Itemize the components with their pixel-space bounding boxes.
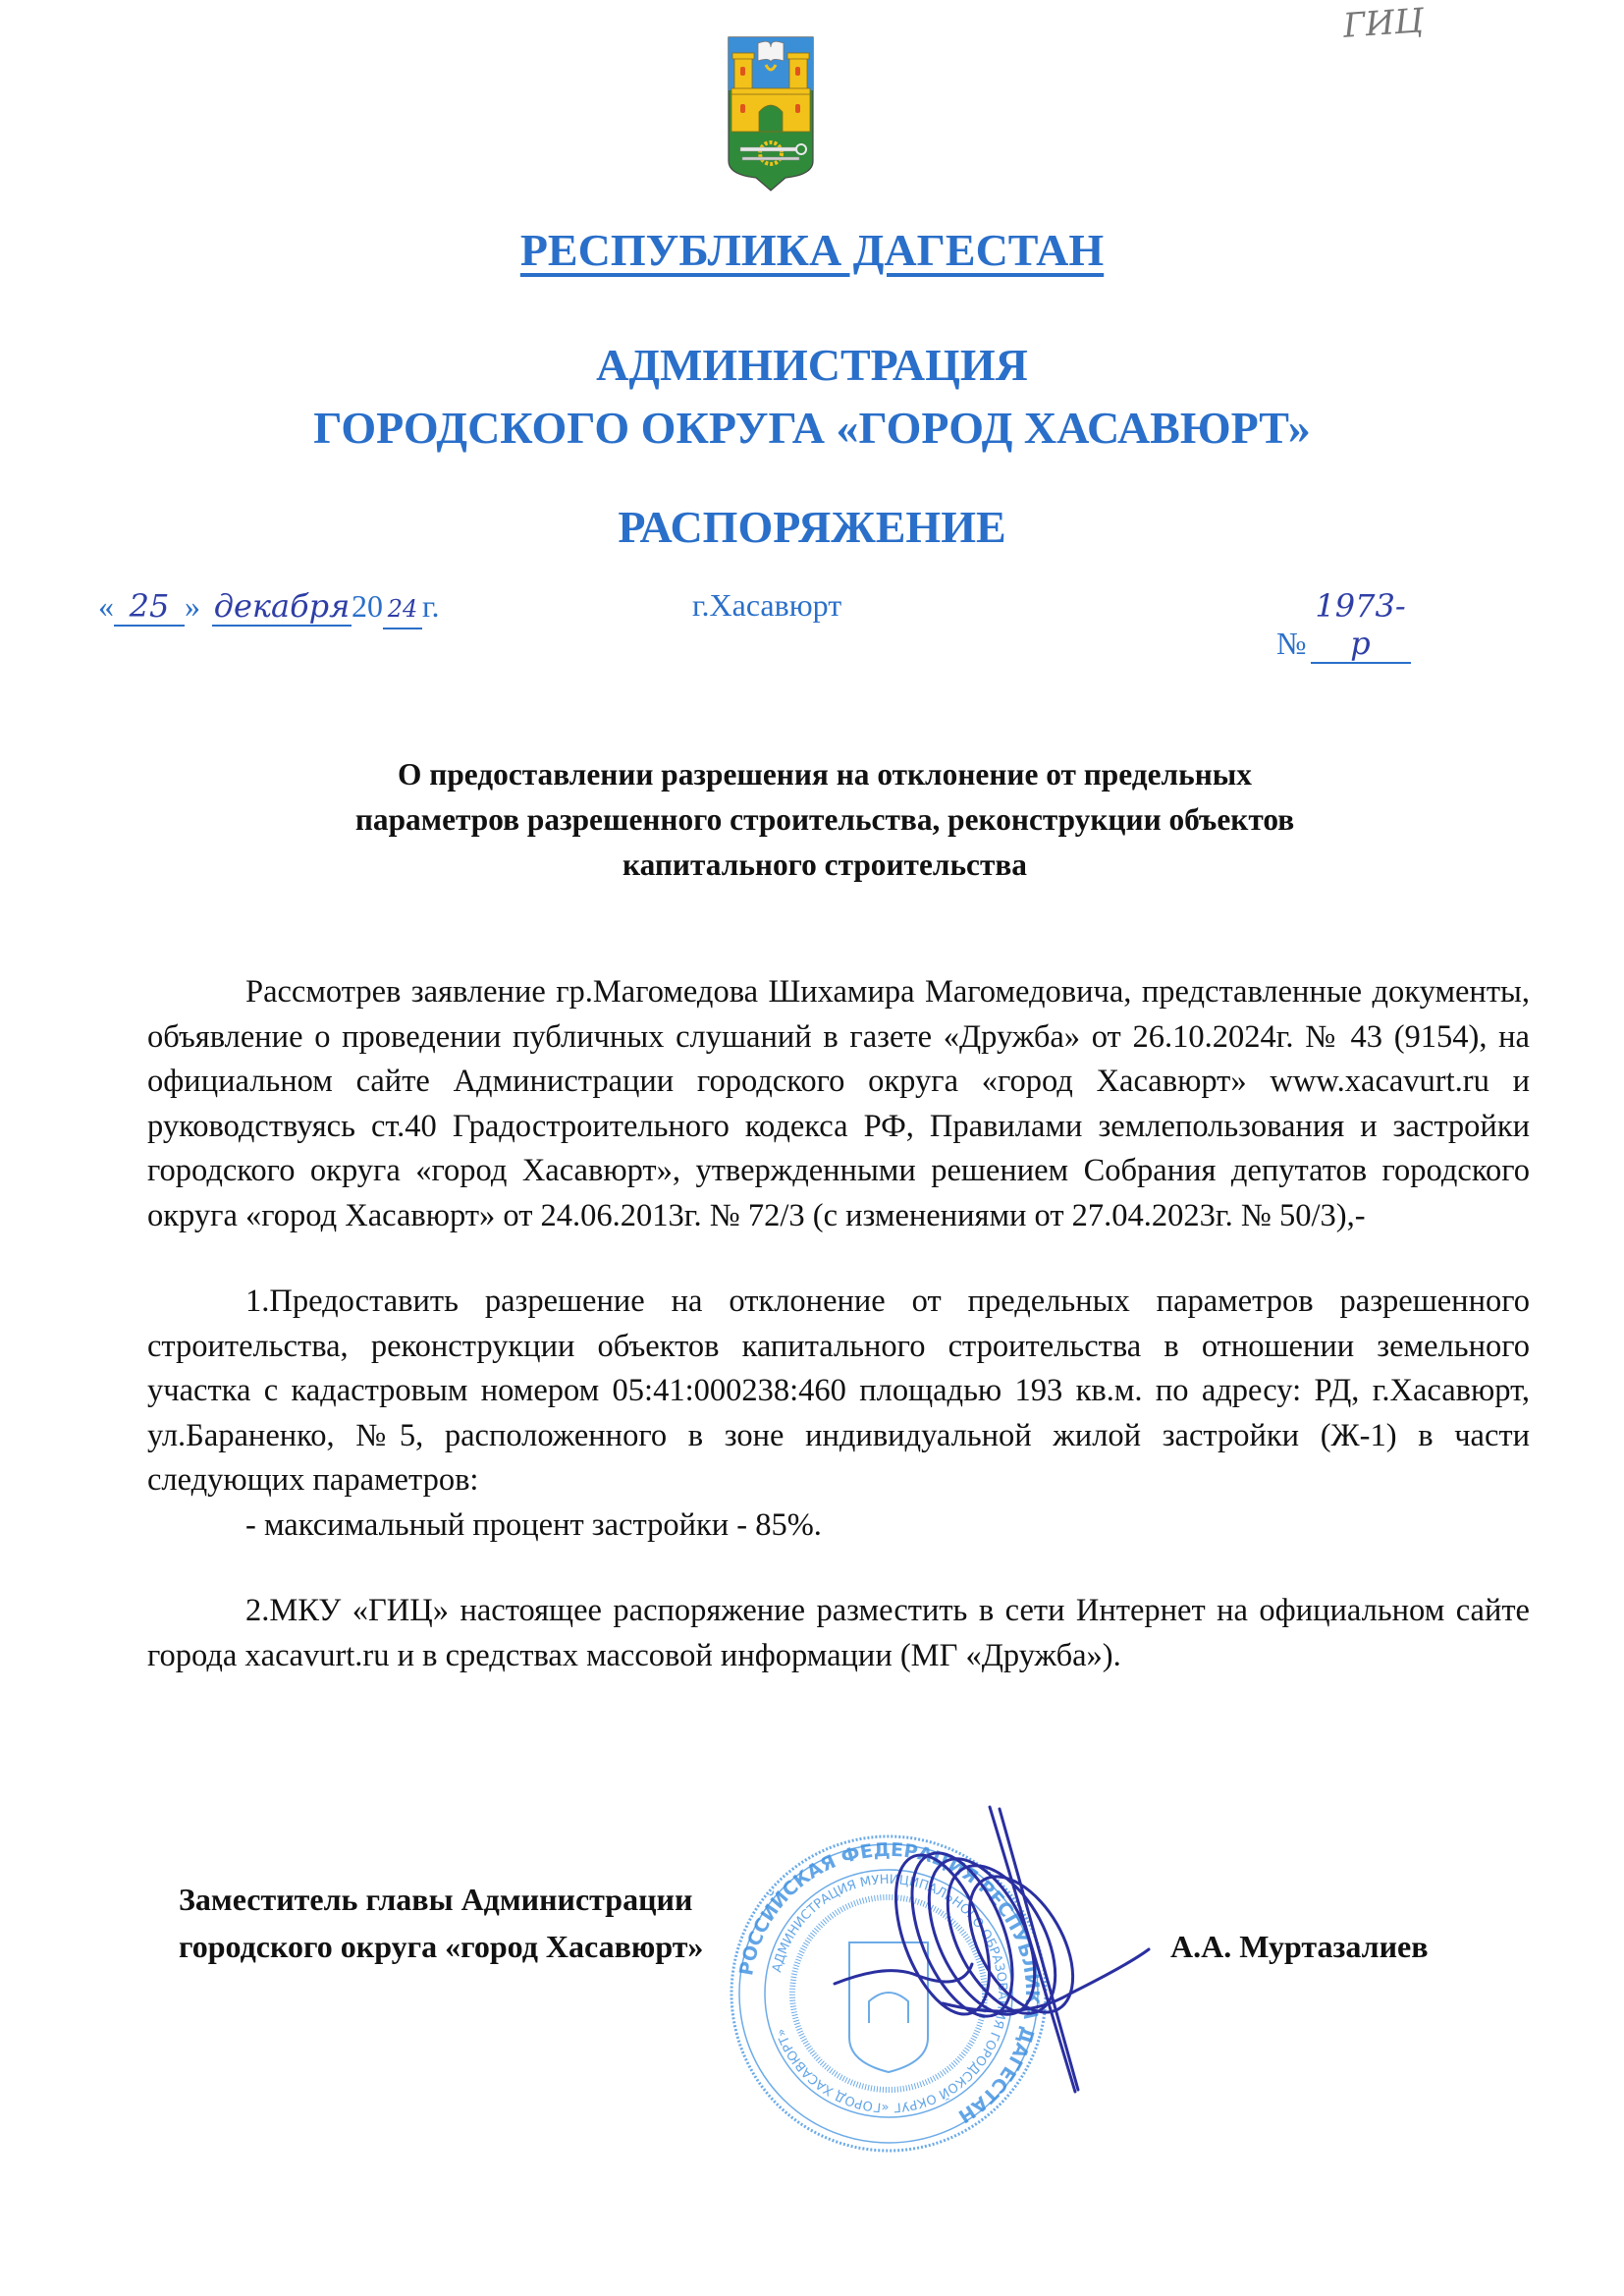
- date-day-handwritten: 25: [129, 587, 170, 625]
- signatory-name: А.А. Муртазалиев: [1170, 1929, 1429, 1964]
- signatory-position-line2: городского округа «город Хасавюрт»: [179, 1929, 704, 1964]
- date-year-unit: г.: [422, 588, 440, 624]
- preamble-paragraph: Рассмотрев заявление гр.Магомедова Шихамира Магомедовича, представленные документы, объявление о проведении публичных слушаний в газете «Дружба» от 26.10.2024г. № 43 (9154), на официальном сайте Администрации городского округа «город Хасавюрт» www.xacavurt.ru и руководствуясь ст.40 Градостроительного кодекса РФ, Правилами землепользования и застройки городского округа «город Хасавюрт», утвержденными решением Собрания депутатов городского округа «город Хасавюрт» от 24.06.2013г. № 72/3 (с изменениями от 27.04.2023г. № 50/3),-: [147, 974, 1530, 1233]
- title-line: капитального строительства: [623, 847, 1027, 882]
- number-handwritten: 1973-р: [1315, 587, 1406, 662]
- marginal-handwritten-note: ГИЦ: [1341, 1, 1426, 46]
- date-year-suffix-handwritten: 24: [387, 595, 418, 623]
- date-year-prefix: 20: [352, 588, 383, 624]
- administration-heading-line2: ГОРОДСКОГО ОКРУГА «ГОРОД ХАСАВЮРТ»: [313, 403, 1311, 453]
- signatory-position: [179, 1876, 703, 1970]
- item-1-paragraph: 1.Предоставить разрешение на отклонение от предельных параметров разрешенного строительства, реконструкции объектов капитального строительства в отношении земельного участка с кадастровым номером 05:41:000238:460 площадью 193 кв.м. по адресу: РД, г.Хасавюрт, ул.Бараненко, №5, расположенного в зоне индивидуальной жилой застройки (Ж-1) в части следующих параметров:: [147, 1284, 1530, 1498]
- signatory-position-line1: Заместитель главы Администрации: [179, 1882, 693, 1917]
- coat-of-arms-emblem: [727, 35, 815, 192]
- date-close-quote: »: [185, 588, 200, 624]
- administration-heading-line1: АДМИНИСТРАЦИЯ: [596, 340, 1028, 390]
- stamp-outer-text: РОССИЙСКАЯ ФЕДЕРАЦИЯ РЕСПУБЛИКА ДАГЕСТАН: [735, 1838, 1044, 2127]
- item-2-paragraph: 2.МКУ «ГИЦ» настоящее распоряжение разместить в сети Интернет на официальном сайте города xacavurt.ru и в средствах массовой информации (МГ «Дружба»).: [147, 1593, 1530, 1673]
- document-city: г.Хасавюрт: [692, 587, 842, 623]
- republic-heading-text: РЕСПУБЛИКА ДАГЕСТАН: [519, 225, 1105, 275]
- document-body: [147, 970, 1530, 1678]
- handwritten-signature: [825, 1797, 1159, 2111]
- number-label: №: [1276, 626, 1307, 661]
- administration-heading: [0, 334, 1624, 460]
- date-open-quote: «: [98, 588, 114, 624]
- title-line: параметров разрешенного строительства, реконструкции объектов: [354, 801, 1295, 837]
- date-month-handwritten: декабря: [213, 587, 351, 625]
- document-type-heading: РАСПОРЯЖЕНИЕ: [618, 502, 1006, 552]
- document-number: [1276, 587, 1411, 664]
- document-date: [98, 587, 440, 629]
- stamp-inner-text: АДМИНИСТРАЦИЯ МУНИЦИПАЛЬНОГО ОБРАЗОВАНИЯ ГОРОДСКОЙ ОКРУГ «ГОРОД ХАСАВЮРТ»: [770, 1872, 1010, 2115]
- item-1-bullet: - максимальный процент застройки - 85%.: [245, 1506, 822, 1543]
- title-line: О предоставлении разрешения на отклонение от предельных: [398, 756, 1252, 792]
- document-title: [257, 751, 1392, 887]
- republic-heading: [0, 224, 1624, 276]
